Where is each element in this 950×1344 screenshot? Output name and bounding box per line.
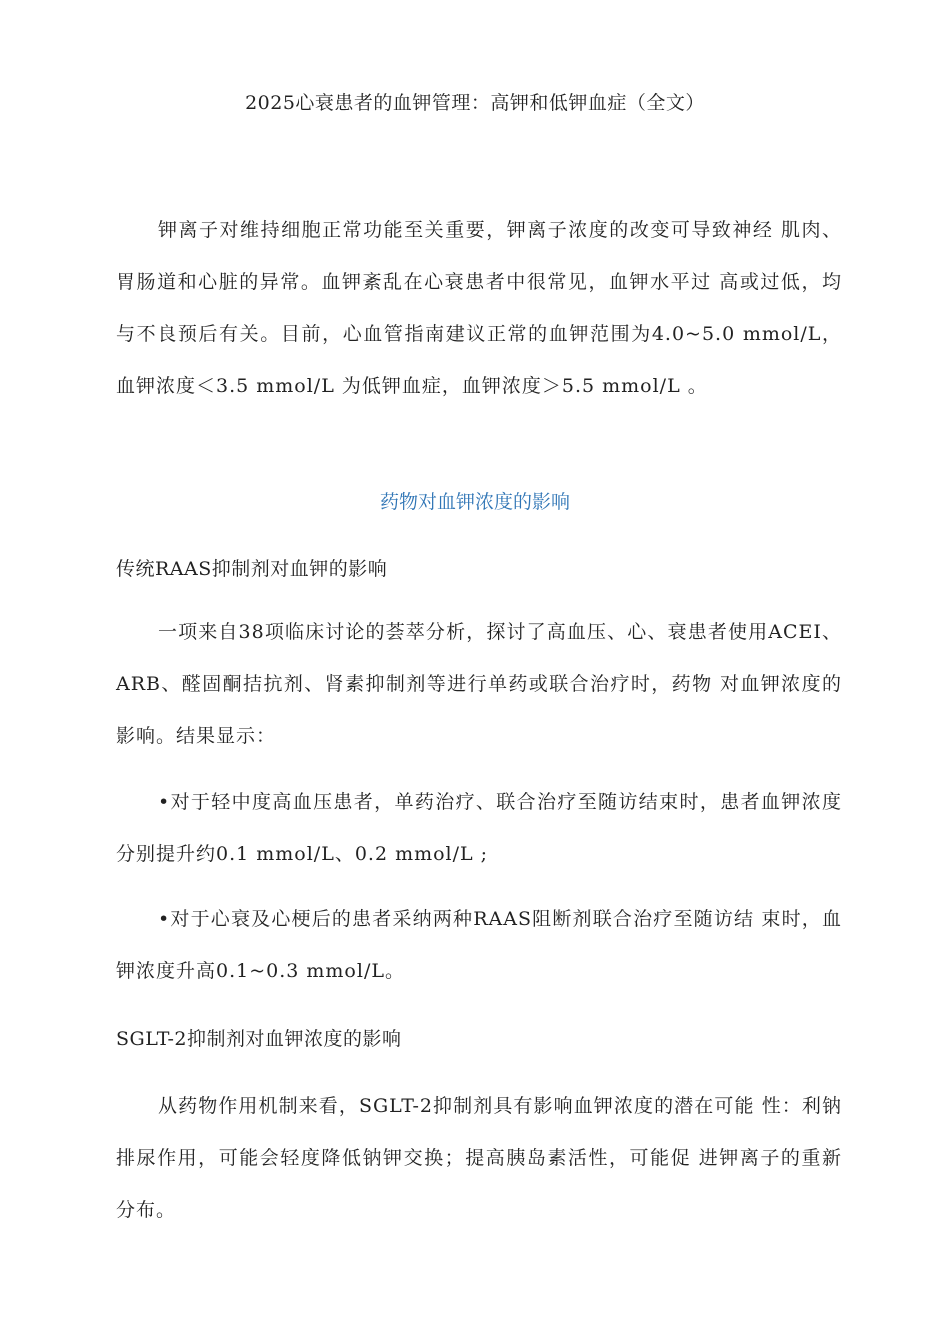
subheading-sglt2: SGLT-2抑制剂对血钾浓度的影响 bbox=[116, 1028, 402, 1050]
meta-analysis-paragraph: 一项来自38项临床讨论的荟萃分析，探讨了高血压、心、衰患者使用ACEI、ARB、醛固酮拮抗剂、肾素抑制剂等进行单药或联合治疗时，药物 对血钾浓度的影响。结果显示： bbox=[116, 621, 842, 747]
section-heading: 药物对血钾浓度的影响 bbox=[379, 491, 570, 513]
bullet-item-1: •对于轻中度高血压患者，单药治疗、联合治疗至随访结束时，患者血钾浓度分别提升约0.1 mmol/L、0.2 mmol/L ; bbox=[116, 791, 842, 865]
subheading-raas: 传统RAAS抑制剂对血钾的影响 bbox=[116, 558, 388, 580]
document-title: 2025心衰患者的血钾管理：高钾和低钾血症（全文） bbox=[245, 92, 705, 114]
intro-paragraph: 钾离子对维持细胞正常功能至关重要，钾离子浓度的改变可导致神经 肌肉、胃肠道和心脏的异常。血钾紊乱在心衰患者中很常见，血钾水平过 高或过低，均与不良预后有关。目前，心血管指南建议正常的血钾范围为4.0~5.0 mmol/L，血钾浓度＜3.5 mmol/L 为低钾血症，血钾浓度＞5.5 mmol/L 。 bbox=[116, 219, 842, 397]
sglt2-paragraph: 从药物作用机制来看，SGLT-2抑制剂具有影响血钾浓度的潜在可能 性：利钠排尿作用，可能会轻度降低钠钾交换；提高胰岛素活性，可能促 进钾离子的重新分布。 bbox=[116, 1095, 842, 1221]
bullet-item-2: •对于心衰及心梗后的患者采纳两种RAAS阻断剂联合治疗至随访结 束时，血钾浓度升高0.1~0.3 mmol/L。 bbox=[116, 908, 842, 982]
